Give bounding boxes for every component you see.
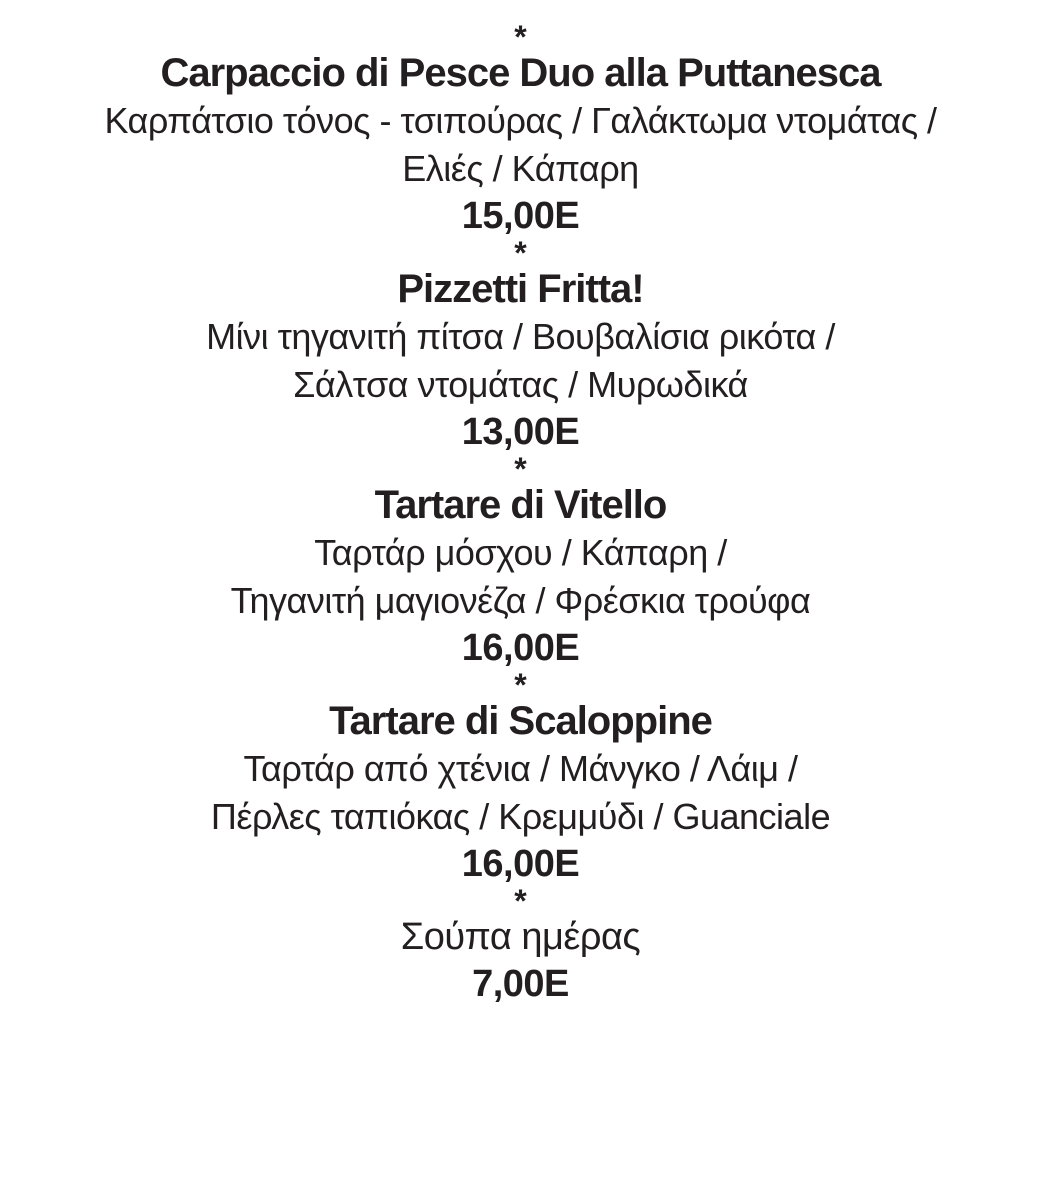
item-price: 13,00E bbox=[461, 411, 580, 453]
menu-item bbox=[0, 19, 1041, 240]
item-description-line: Σάλτσα ντομάτας / Μυρωδικά bbox=[293, 364, 748, 405]
item-separator-asterisk: * bbox=[514, 19, 527, 55]
item-price: 7,00E bbox=[472, 963, 569, 1005]
item-description-line: Πέρλες ταπιόκας / Κρεμμύδι / Guanciale bbox=[210, 796, 831, 837]
item-price: 16,00E bbox=[461, 843, 580, 885]
item-title: Tartare di Scaloppine bbox=[329, 699, 712, 743]
item-description-line: Ταρτάρ μόσχου / Κάπαρη / bbox=[314, 532, 727, 573]
menu-item bbox=[0, 883, 1041, 1008]
item-price: 16,00E bbox=[461, 627, 580, 669]
item-description-line: Ελιές / Κάπαρη bbox=[402, 148, 639, 189]
item-separator-asterisk: * bbox=[514, 883, 527, 919]
menu-item bbox=[0, 451, 1041, 672]
item-description-line: Μίνι τηγανιτή πίτσα / Βουβαλίσια ρικότα / bbox=[206, 316, 835, 357]
item-title: Pizzetti Fritta! bbox=[397, 267, 644, 311]
item-description-line: Ταρτάρ από χτένια / Μάνγκο / Λάιμ / bbox=[243, 748, 798, 789]
menu-item bbox=[0, 235, 1041, 456]
menu-item bbox=[0, 667, 1041, 888]
item-price: 15,00E bbox=[461, 195, 580, 237]
item-title: Carpaccio di Pesce Duo alla Puttanesca bbox=[160, 51, 881, 95]
item-title: Tartare di Vitello bbox=[374, 483, 667, 527]
item-title: Σούπα ημέρας bbox=[400, 916, 641, 958]
item-description-line: Καρπάτσιο τόνος - τσιπούρας / Γαλάκτωμα ντομάτας / bbox=[104, 100, 937, 141]
item-separator-asterisk: * bbox=[514, 235, 527, 271]
item-separator-asterisk: * bbox=[514, 667, 527, 703]
item-separator-asterisk: * bbox=[514, 451, 527, 487]
item-description-line: Τηγανιτή μαγιονέζα / Φρέσκια τρούφα bbox=[230, 580, 811, 621]
